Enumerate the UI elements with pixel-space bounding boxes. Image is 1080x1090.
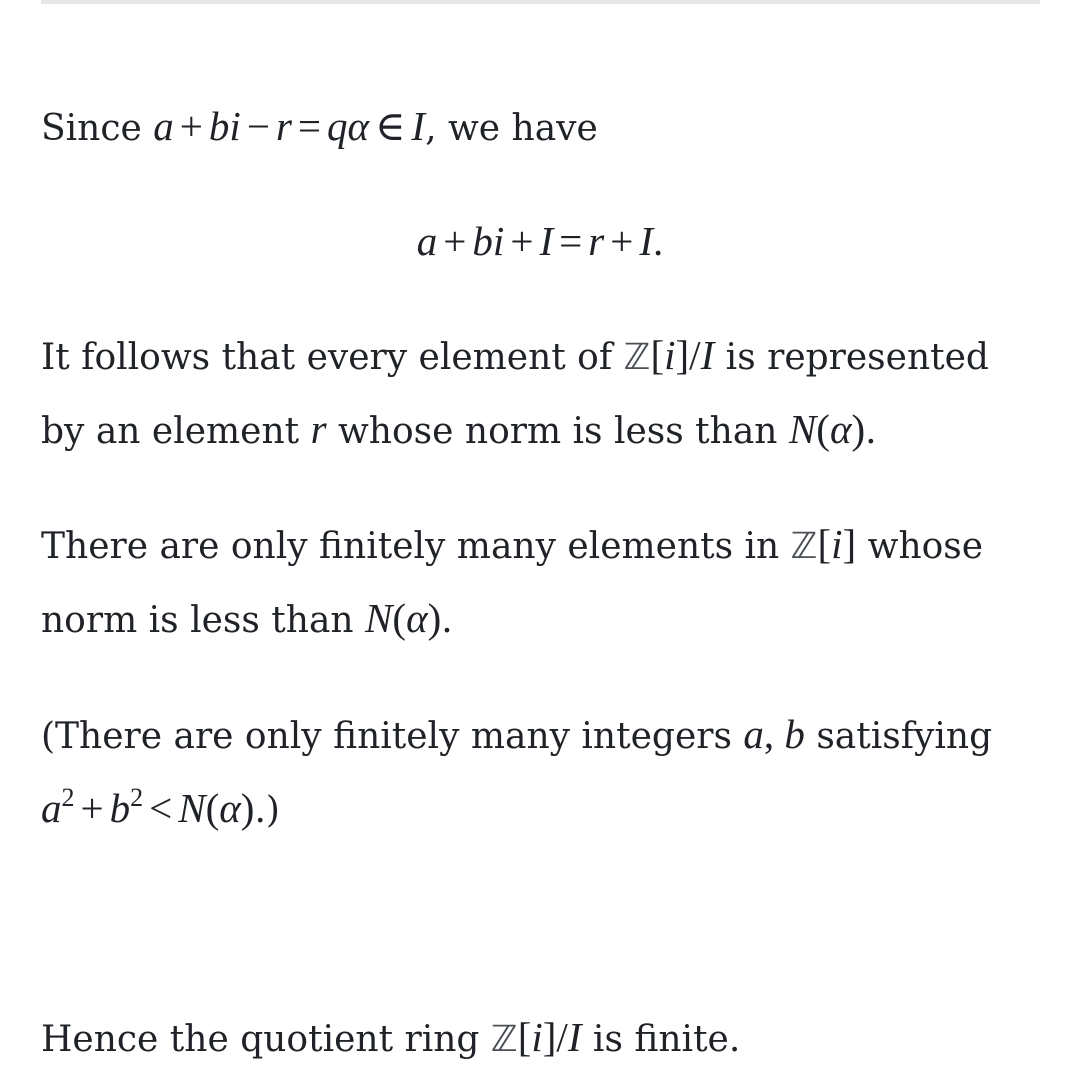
line-norm-less [41,581,1041,658]
math-token: ℤ [790,526,818,567]
math-token: α [829,406,852,452]
math-token: bi [208,103,241,149]
math-token: r [588,218,605,264]
line-text: .) [254,790,280,831]
line-text: (There are only finitely many integers [41,716,744,757]
line-text: is finite. [581,1019,741,1060]
math-expression [743,711,805,757]
math-expression [311,406,327,452]
line-integers [41,697,1041,774]
math-token: / [689,332,701,378]
math-token: ) [240,785,255,831]
line-text: , we have [425,108,598,149]
line-text: is represented [714,337,989,378]
math-token: ) [851,406,866,452]
math-token: ℤ [623,337,651,378]
math-token: r [275,103,292,149]
math-token: i [831,521,843,567]
math-token: a [416,218,438,264]
line-text: It follows that every element of [41,337,624,378]
math-token: α [406,595,428,641]
math-token: = [297,103,322,149]
math-token: + [443,218,467,264]
math-expression [153,103,425,149]
math-expression [791,521,857,567]
line-text: norm is less than [41,600,366,641]
math-token: ] [842,521,857,567]
math-token: N [365,595,393,641]
math-token: I [700,332,715,378]
line-conclusion [41,1000,1041,1077]
math-token: ( [816,406,830,452]
math-token: 2 [61,783,75,812]
math-token: b [109,785,131,831]
math-token: a [743,711,764,757]
math-token: = [559,218,583,264]
math-token: a [41,785,62,831]
math-token: ( [392,595,407,641]
math-token: < [149,785,173,831]
line-text: Since [41,108,154,149]
line-since [41,89,1041,166]
math-token: i [531,1014,543,1060]
math-token: / [556,1014,568,1060]
math-token: I [567,1014,582,1060]
math-token: , [763,711,775,757]
math-token: I [539,218,554,264]
math-token: + [610,218,634,264]
line-follows [41,318,1041,395]
math-token: + [179,103,203,149]
math-expression [491,1014,582,1060]
math-token: [ [650,332,665,378]
math-expression [41,785,254,831]
line-text: satisfying [804,716,993,757]
line-represented [41,392,1041,469]
line-text: . [441,600,453,641]
line-inequality [41,771,1041,848]
line-finitely-many [41,507,1041,584]
math-token: α [219,785,241,831]
line-text: Hence the quotient ring [41,1019,491,1060]
math-token: r [310,406,327,452]
math-token: + [80,785,104,831]
math-token: b [774,711,805,757]
top-divider [41,0,1040,4]
math-expression [789,406,865,452]
math-token: I [411,103,426,149]
line-text: whose norm is less than [326,411,789,452]
math-token: ℤ [490,1019,518,1060]
line-text: There are only finitely many elements in [41,526,791,567]
math-expression [365,595,441,641]
math-token: ( [205,785,220,831]
math-token: 2 [130,783,144,812]
math-token: + [510,218,534,264]
math-token: − [246,103,270,149]
math-expression [624,332,715,378]
math-token: I [639,218,653,264]
math-expression [417,218,663,264]
math-token: N [178,785,206,831]
math-token: . [652,218,664,264]
math-token: bi [472,218,505,264]
math-token: qα [327,103,370,149]
display-equation [0,204,1080,281]
math-token: ∈ [375,103,406,149]
math-token: ] [542,1014,557,1060]
line-text: whose [856,526,984,567]
math-token: N [788,406,817,452]
line-text: . [865,411,877,452]
math-token: ] [675,332,690,378]
math-token: [ [817,521,832,567]
math-token: i [664,332,676,378]
math-token: a [153,103,174,149]
line-text: by an element [41,411,311,452]
math-token: [ [517,1014,532,1060]
math-token: ) [427,595,442,641]
